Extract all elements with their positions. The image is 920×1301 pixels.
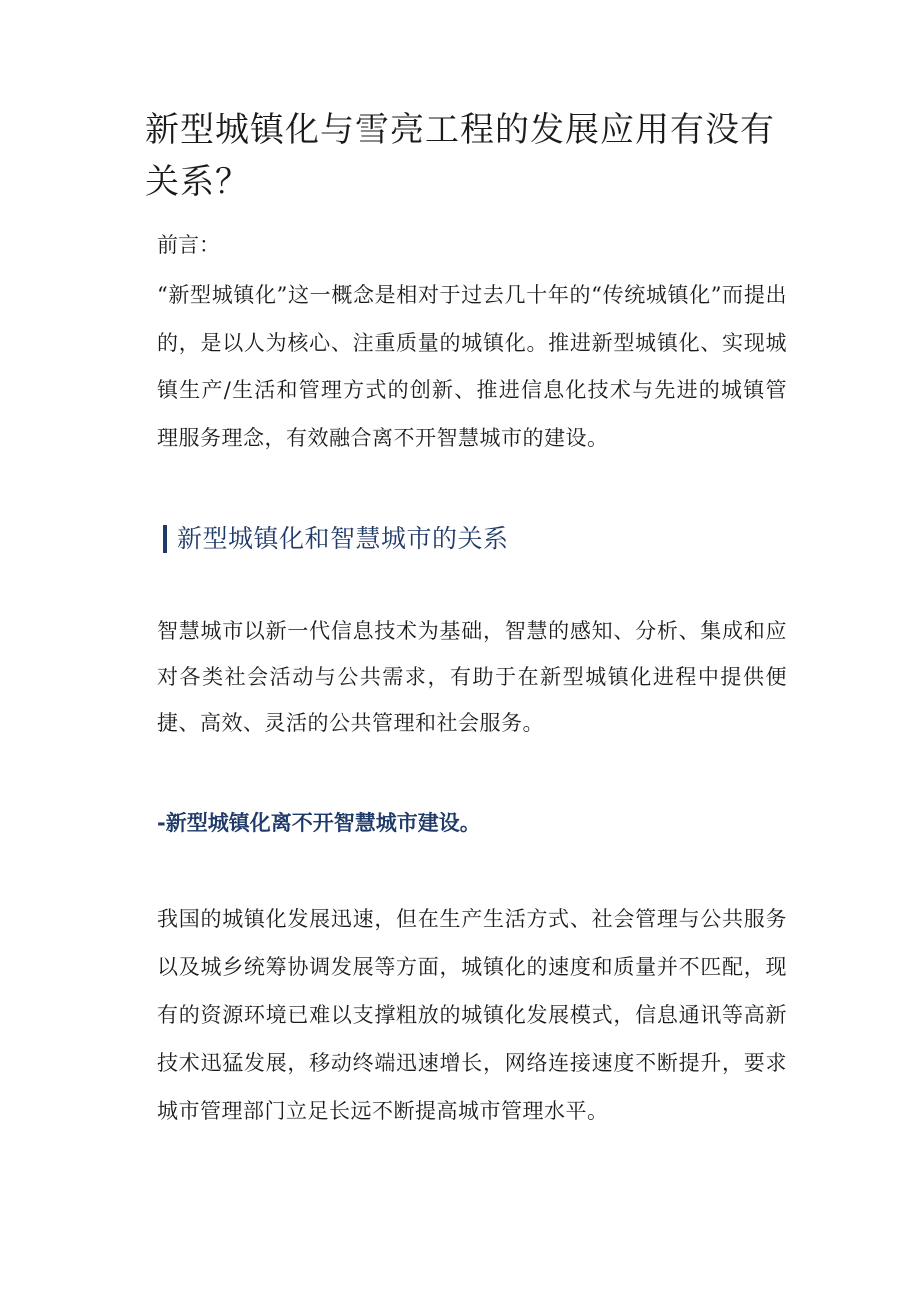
intro-paragraph: “新型城镇化”这一概念是相对于过去几十年的“传统城镇化”而提出的，是以人为核心、注重质量的城镇化。推进新型城镇化、实现城镇生产/生活和管理方式的创新、推进信息化技术与先进的城镇管理服务理念，有效融合离不开智慧城市的建设。 [157,283,787,450]
sub-heading: -新型城镇化离不开智慧城市建设。 [157,811,481,835]
relation-paragraph: 智慧城市以新一代信息技术为基础，智慧的感知、分析、集成和应对各类社会活动与公共需求，有助于在新型城镇化进程中提供便捷、高效、灵活的公共管理和社会服务。 [157,619,787,735]
section-heading-text: 新型城镇化和智慧城市的关系 [177,524,509,553]
section-heading [163,519,509,559]
preface-label: 前言： [157,233,220,257]
page-title: 新型城镇化与雪亮工程的发展应用有没有关系？ [145,110,775,202]
section-accent-bar [163,525,167,553]
body-paragraph: 我国的城镇化发展迅速，但在生产生活方式、社会管理与公共服务以及城乡统筹协调发展等方面，城镇化的速度和质量并不匹配，现有的资源环境已难以支撑粗放的城镇化发展模式，信息通讯等高新技术迅猛发展，移动终端迅速增长，网络连接速度不断提升，要求城市管理部门立足长远不断提高城市管理水平。 [157,907,787,1123]
